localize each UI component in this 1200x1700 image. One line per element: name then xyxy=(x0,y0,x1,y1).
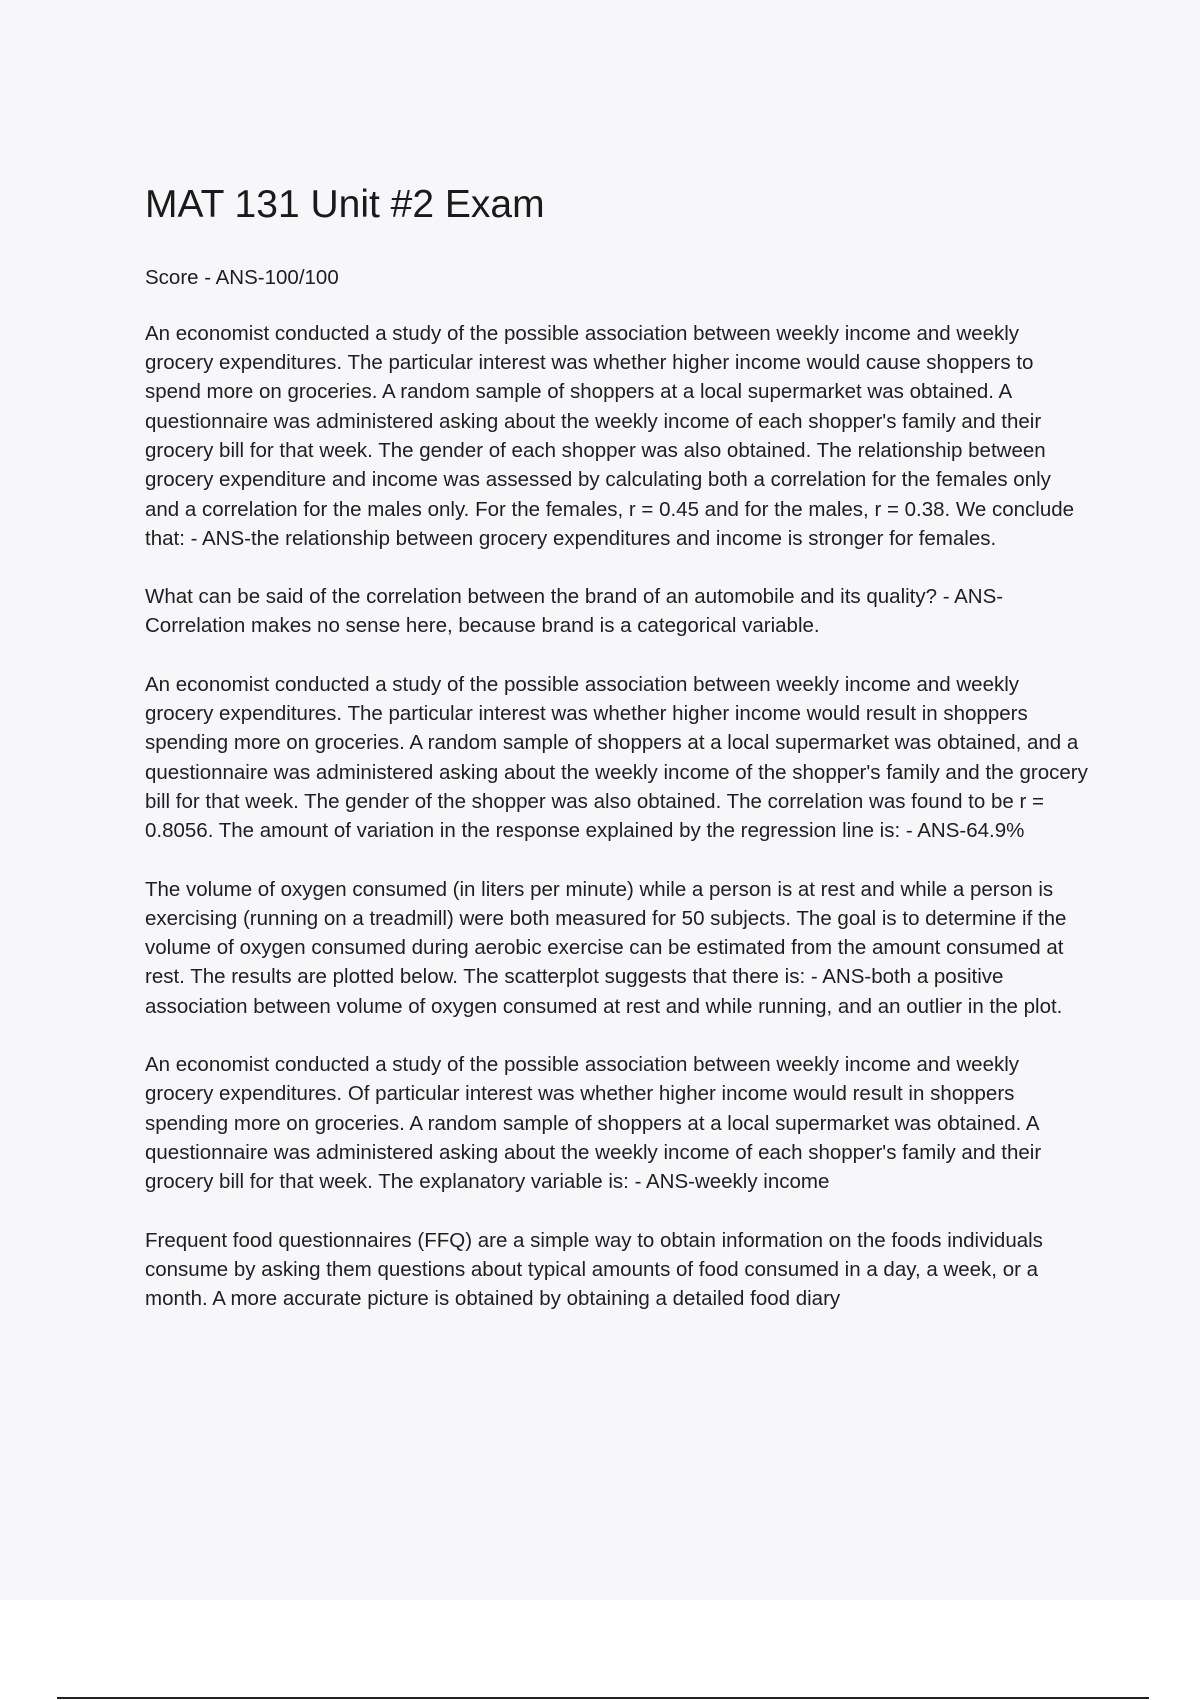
question-paragraph-2: What can be said of the correlation between the brand of an automobile and its quality? - ANS-Correlation makes no sense here, because brand is a categorical variable. xyxy=(145,585,1004,638)
question-paragraph-3: An economist conducted a study of the possible association between weekly income and weekly grocery expenditures. The particular interest was whether higher income would result in shoppers spending more on groceries. A random sample of shoppers at a local supermarket was obtained, and a questionnaire was administered asking about the weekly income of the shopper's family and the grocery bill for that week. The gender of the shopper was also obtained. The correlation was found to be r = 0.8056. The amount of variation in the response explained by the regression line is: - ANS-64.9% xyxy=(145,672,1088,843)
question-paragraph-6: Frequent food questionnaires (FFQ) are a simple way to obtain information on the foods individuals consume by asking them questions about typical amounts of food consumed in a day, a week, or a month. A more accurate picture is obtained by obtaining a detailed food diary xyxy=(145,1228,1043,1311)
page-bottom-rule xyxy=(57,1697,1149,1699)
question-paragraph-1: An economist conducted a study of the possible association between weekly income and weekly grocery expenditures. The particular interest was whether higher income would cause shoppers to spend more on groceries. A random sample of shoppers at a local supermarket was obtained. A questionnaire was administered asking about the weekly income of each shopper's family and their grocery bill for that week. The gender of each shopper was also obtained. The relationship between grocery expenditure and income was assessed by calculating both a correlation for the females only and a correlation for the males only. For the females, r = 0.45 and for the males, r = 0.38. We conclude that: - ANS-the relationship between grocery expenditures and income is stronger for females. xyxy=(145,321,1075,550)
document-content xyxy=(145,182,1090,1342)
score-line: Score - ANS-100/100 xyxy=(145,265,339,289)
document-title: MAT 131 Unit #2 Exam xyxy=(145,183,545,226)
question-paragraph-5: An economist conducted a study of the possible association between weekly income and weekly grocery expenditures. Of particular interest was whether higher income would result in shoppers spending more on groceries. A random sample of shoppers at a local supermarket was obtained. A questionnaire was administered asking about the weekly income of each shopper's family and their grocery bill for that week. The explanatory variable is: - ANS-weekly income xyxy=(145,1053,1042,1194)
question-paragraph-4: The volume of oxygen consumed (in liters per minute) while a person is at rest and while a person is exercising (running on a treadmill) were both measured for 50 subjects. The goal is to determine if the volume of oxygen consumed during aerobic exercise can be estimated from the amount consumed at rest. The results are plotted below. The scatterplot suggests that there is: - ANS-both a positive association between volume of oxygen consumed at rest and while running, and an outlier in the plot. xyxy=(145,877,1067,1018)
